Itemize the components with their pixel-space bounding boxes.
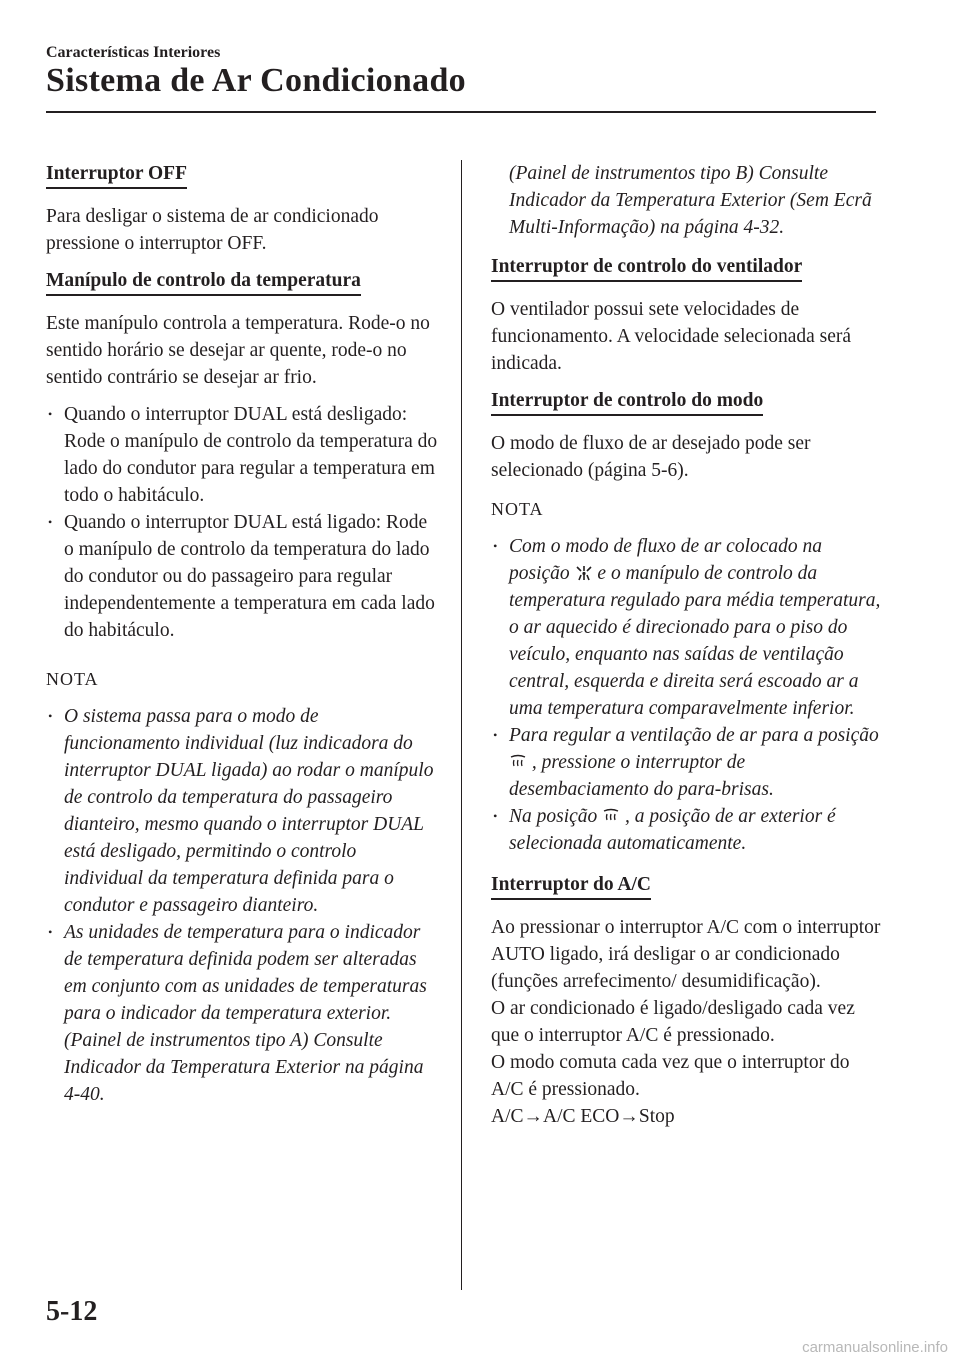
left-column [46, 160, 438, 1108]
note-text: Na posição [509, 806, 598, 827]
page-title: Sistema de Ar Condicionado [46, 62, 466, 99]
right-column [491, 160, 883, 1130]
note-text: , pressione o interruptor de desembaciamento do para-brisas. [509, 752, 774, 800]
note-bullets [46, 703, 438, 1108]
windshield-defrost-icon [602, 808, 620, 824]
header-divider [46, 111, 876, 113]
note-text: e o manípulo de controlo da temperatura regulado para média temperatura, o ar aquecido é direcionado para o piso do veículo, enquanto nas saídas de ventilação central, esquerda e direita será escoado ar a uma temperatura comparavelmente inferior. [509, 563, 881, 719]
list-item: • O sistema passa para o modo de funcionamento individual (luz indicadora do interruptor DUAL ligada) ao rodar o manípulo de controlo da temperatura do passageiro dianteiro, mesmo quando o interruptor DUAL está desligado, permitindo o controlo individual da temperatura definida para o condutor e passageiro dianteiro. [46, 703, 438, 919]
paragraph-off: Para desligar o sistema de ar condicionado pressione o interruptor OFF. [46, 206, 379, 254]
watermark: carmanualsonline.info [802, 1339, 948, 1356]
note-text: Para regular a ventilação de ar para a posição [509, 725, 879, 746]
list-item: • As unidades de temperatura para o indicador de temperatura definida podem ser alteradas em conjunto com as unidades de temperaturas para o indicador da temperatura exterior. (Painel de instrumentos tipo A) Consulte Indicador da Temperatura Exterior na página 4-40. [46, 919, 438, 1108]
note-text: Com o modo de fluxo de ar colocado na posição [509, 536, 823, 584]
list-item: • Quando o interruptor DUAL está desligado: Rode o manípulo de controlo da temperatura do lado do condutor para regular a temperatura em todo o habitáculo. [46, 401, 438, 509]
note-bullets [491, 533, 883, 857]
ac-line: Ao pressionar o interruptor A/C com o interruptor AUTO ligado, irá desligar o ar condicionado (funções arrefecimento/ desumidificação). [491, 917, 881, 992]
list-item [491, 803, 883, 857]
ac-mode-sequence: A/C→A/C ECO→Stop [491, 1106, 675, 1127]
note-label: NOTA [491, 499, 544, 519]
note-text: , a posição de ar exterior é selecionada automaticamente. [509, 806, 836, 854]
heading-off-switch: Interruptor OFF [46, 162, 187, 189]
floor-defrost-mode-icon [575, 565, 593, 581]
windshield-defrost-icon [509, 754, 527, 770]
paragraph-ac [491, 914, 883, 1130]
temperature-bullets [46, 401, 438, 644]
heading-mode-switch: Interruptor de controlo do modo [491, 389, 763, 416]
heading-fan-switch: Interruptor de controlo do ventilador [491, 255, 802, 282]
paragraph-mode: O modo de fluxo de ar desejado pode ser selecionado (página 5-6). [491, 433, 811, 481]
heading-temperature-knob: Manípulo de controlo da temperatura [46, 269, 361, 296]
note-continuation: (Painel de instrumentos tipo B) Consulte Indicador da Temperatura Exterior (Sem Ecrã Multi-Informação) na página 4-32. [509, 163, 872, 238]
paragraph-temperature: Este manípulo controla a temperatura. Rode-o no sentido horário se desejar ar quente, rode-o no sentido contrário se desejar ar frio. [46, 313, 430, 388]
list-item [491, 722, 883, 803]
ac-line: O modo comuta cada vez que o interruptor do A/C é pressionado. [491, 1052, 850, 1100]
note-label: NOTA [46, 669, 99, 689]
column-divider [461, 160, 462, 1290]
heading-ac-switch: Interruptor do A/C [491, 873, 651, 900]
page-number: 5-12 [46, 1296, 98, 1327]
ac-line: O ar condicionado é ligado/desligado cada vez que o interruptor A/C é pressionado. [491, 998, 855, 1046]
section-label: Características Interiores [46, 44, 221, 61]
paragraph-fan: O ventilador possui sete velocidades de funcionamento. A velocidade selecionada será indicada. [491, 299, 852, 374]
list-item [491, 533, 883, 722]
list-item: • Quando o interruptor DUAL está ligado: Rode o manípulo de controlo da temperatura do lado do condutor ou do passageiro para regular independentemente a temperatura em cada lado do habitáculo. [46, 509, 438, 644]
